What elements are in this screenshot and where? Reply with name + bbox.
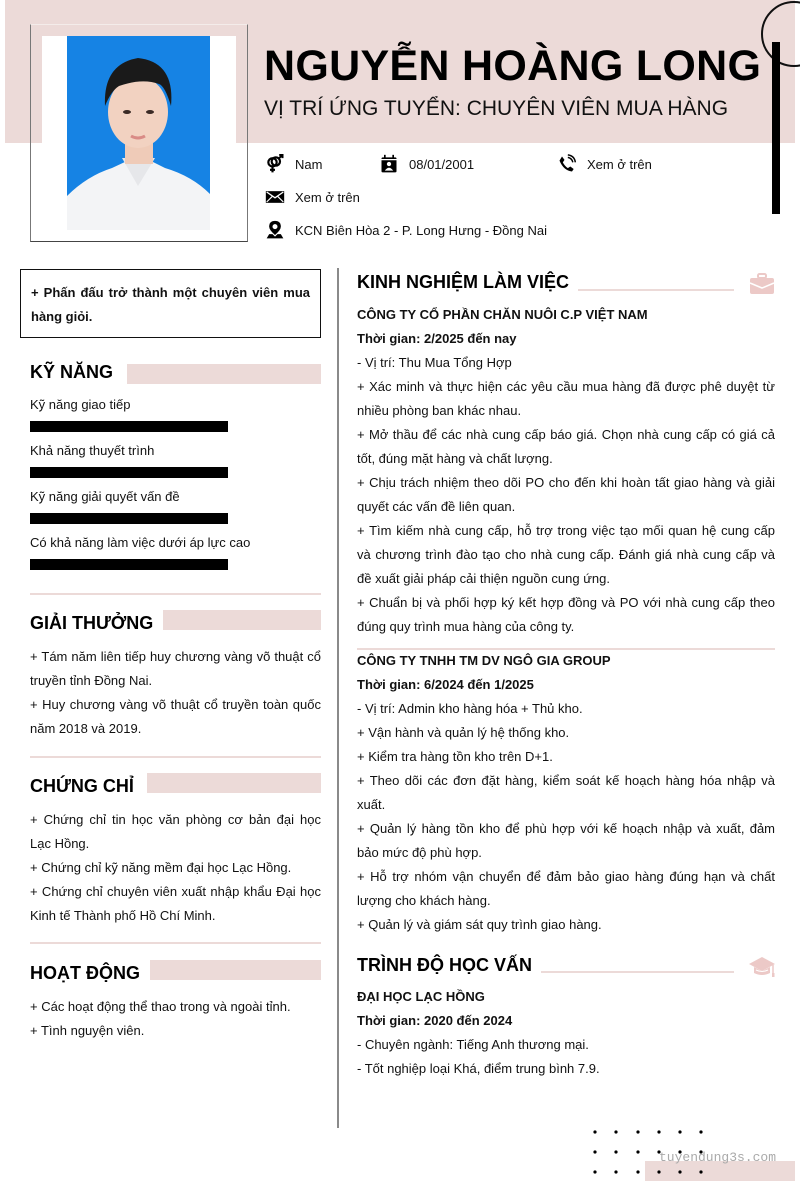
- skill-bar: [30, 559, 228, 570]
- skill-bar: [30, 421, 228, 432]
- awards-title: GIẢI THƯỞNG: [30, 613, 154, 633]
- education-title-line: [541, 971, 734, 973]
- contact-phone[interactable]: [557, 154, 652, 174]
- job-line: + Chịu trách nhiệm theo dõi PO cho đến khi hoàn tất giao hàng và giải quyết các vấn đề liên quan.: [357, 475, 775, 514]
- job-line: + Theo dõi các đơn đặt hàng, kiểm soát kế hoạch hàng hóa nhập và xuất.: [357, 773, 775, 812]
- briefcase-icon: [748, 271, 776, 299]
- activities-list: [30, 995, 321, 1043]
- job-line: + Kiểm tra hàng tồn kho trên D+1.: [357, 749, 553, 764]
- certificates-title-bar: [147, 773, 321, 793]
- education-school: ĐẠI HỌC LẠC HỒNG: [357, 989, 485, 1004]
- job-time: Thời gian: 6/2024 đến 1/2025: [357, 677, 534, 692]
- job-entry: [357, 303, 775, 639]
- education-time: Thời gian: 2020 đến 2024: [357, 1013, 513, 1028]
- activity-item: + Các hoạt động thể thao trong và ngoài tỉnh.: [30, 999, 291, 1014]
- award-item: + Tám năm liên tiếp huy chương vàng võ thuật cổ truyền tỉnh Đồng Nai.: [30, 649, 321, 688]
- decorative-bar: [772, 42, 780, 214]
- skill-label: Khả năng thuyết trình: [30, 443, 155, 458]
- skills-title-bar: [127, 364, 321, 384]
- job-line: + Quản lý hàng tồn kho để phù hợp với kế hoạch nhập và xuất, đảm bảo mức độ phù hợp.: [357, 821, 775, 860]
- job-line: + Quản lý và giám sát quy trình giao hàng.: [357, 917, 602, 932]
- birthday-value: 08/01/2001: [409, 156, 475, 172]
- gender-icon: [265, 154, 285, 174]
- skill-bar: [30, 513, 228, 524]
- experience-title: KINH NGHIỆM LÀM VIỆC: [357, 272, 570, 292]
- skill-label: Kỹ năng giao tiếp: [30, 397, 131, 412]
- certificate-item: + Chứng chỉ chuyên viên xuất nhập khẩu Đại học Kinh tế Thành phố Hồ Chí Minh.: [30, 884, 321, 923]
- education-title: TRÌNH ĐỘ HỌC VẤN: [357, 955, 532, 975]
- skill-bar-fill: [30, 467, 228, 478]
- job-line: + Chuẩn bị và phối hợp ký kết hợp đồng và PO với nhà cung cấp theo đúng quy trình mua hàng của công ty.: [357, 595, 775, 634]
- education-line: - Chuyên ngành: Tiếng Anh thương mại.: [357, 1037, 589, 1052]
- career-objective: + Phấn đấu trở thành một chuyên viên mua hàng giỏi.: [20, 269, 321, 338]
- skill-bar: [30, 467, 228, 478]
- graduation-cap-icon: [748, 953, 776, 981]
- award-item: + Huy chương vàng võ thuật cổ truyền toàn quốc năm 2018 và 2019.: [30, 697, 321, 736]
- job-line: - Vị trí: Thu Mua Tổng Hợp: [357, 355, 512, 370]
- watermark: tuyendung3s.com: [658, 1150, 777, 1165]
- job-line: + Tìm kiếm nhà cung cấp, hỗ trợ trong việc tạo mối quan hệ cung cấp và chương trình đào tạo cho nhà cung cấp. Đánh giá nhà cung cấp và đề xuất giải pháp cải thiện nguồn cung ứng.: [357, 523, 775, 586]
- email-value: Xem ở trên: [295, 189, 360, 205]
- skill-label: Có khả năng làm việc dưới áp lực cao: [30, 535, 251, 550]
- activities-title: HOẠT ĐỘNG: [30, 963, 140, 983]
- avatar: [67, 36, 210, 230]
- certificates-title: CHỨNG CHỈ: [30, 776, 134, 796]
- applied-position: VỊ TRÍ ỨNG TUYỂN: CHUYÊN VIÊN MUA HÀNG: [264, 97, 729, 120]
- envelope-icon: [265, 187, 285, 207]
- activity-item: + Tình nguyện viên.: [30, 1023, 145, 1038]
- skills-title: KỸ NĂNG: [30, 362, 114, 382]
- skill-label: Kỹ năng giải quyết vấn đề: [30, 489, 180, 504]
- skill-bar-fill: [30, 421, 228, 432]
- education-entry: [357, 985, 775, 1081]
- experience-title-line: [578, 289, 734, 291]
- education-line: - Tốt nghiệp loại Khá, điểm trung bình 7.9.: [357, 1061, 600, 1076]
- awards-list: [30, 645, 321, 741]
- certificate-item: + Chứng chỉ tin học văn phòng cơ bản đại học Lạc Hồng.: [30, 812, 321, 851]
- contact-birthday: [379, 154, 474, 174]
- phone-value: Xem ở trên: [587, 156, 652, 172]
- address-value: KCN Biên Hòa 2 - P. Long Hưng - Đồng Nai: [295, 222, 547, 238]
- awards-title-bar: [163, 610, 321, 630]
- job-company: CÔNG TY TNHH TM DV NGÔ GIA GROUP: [357, 653, 611, 668]
- contact-address: [265, 220, 547, 240]
- section-divider: [30, 593, 321, 595]
- section-divider: [30, 756, 321, 758]
- contact-gender: [265, 154, 322, 174]
- job-time: Thời gian: 2/2025 đến nay: [357, 331, 517, 346]
- job-line: + Xác minh và thực hiện các yêu cầu mua hàng đã được phê duyệt từ nhiều phòng ban khác nhau.: [357, 379, 775, 418]
- job-line: + Mở thầu để các nhà cung cấp báo giá. Chọn nhà cung cấp có giá cả tốt, đúng mặt hàng và chất lượng.: [357, 427, 775, 466]
- avatar-portrait: [67, 36, 210, 230]
- candidate-name: NGUYỄN HOÀNG LONG: [264, 42, 762, 90]
- job-company: CÔNG TY CỔ PHẦN CHĂN NUÔI C.P VIỆT NAM: [357, 307, 648, 322]
- job-line: + Vận hành và quản lý hệ thống kho.: [357, 725, 570, 740]
- phone-icon: [557, 154, 577, 174]
- section-divider: [30, 942, 321, 944]
- activities-title-bar: [150, 960, 321, 980]
- certificate-item: + Chứng chỉ kỹ năng mềm đại học Lạc Hồng.: [30, 860, 292, 875]
- skill-bar-fill: [30, 513, 228, 524]
- calendar-icon: [379, 154, 399, 174]
- certificates-list: [30, 808, 321, 928]
- job-line: + Hỗ trợ nhóm vận chuyển để đảm bảo giao hàng đúng hạn và chất lượng cho khách hàng.: [357, 869, 775, 908]
- job-line: - Vị trí: Admin kho hàng hóa + Thủ kho.: [357, 701, 583, 716]
- gender-value: Nam: [295, 156, 323, 172]
- contact-email[interactable]: [265, 187, 360, 207]
- location-pin-icon: [265, 220, 285, 240]
- skill-bar-fill: [30, 559, 228, 570]
- job-entry: [357, 649, 775, 937]
- column-divider: [337, 268, 339, 1128]
